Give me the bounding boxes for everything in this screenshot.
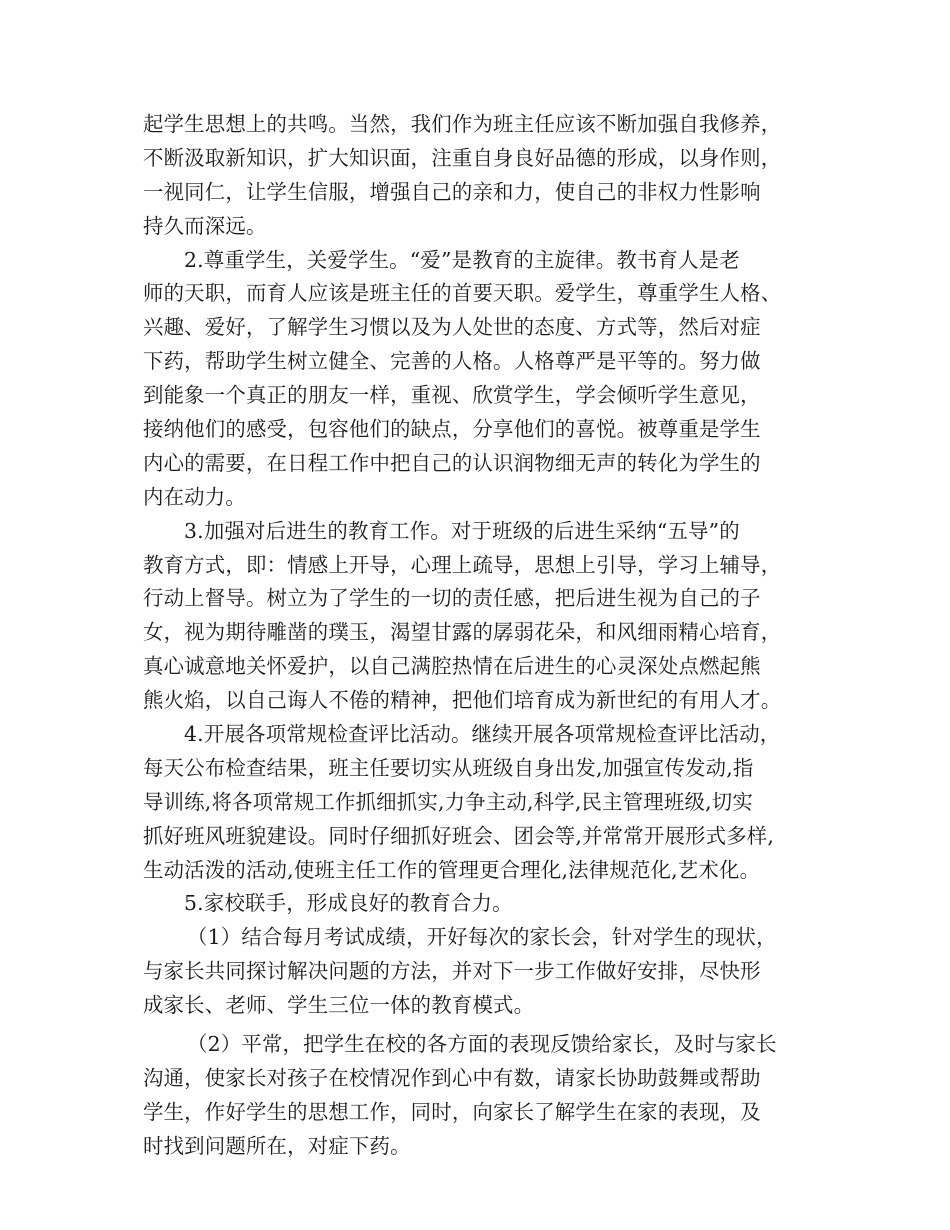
text-line: 接纳他们的感受，包容他们的缺点，分享他们的喜悦。被尊重是学生 bbox=[143, 417, 761, 442]
sub-item-1: （1）结合每月考试成绩，开好每次的家长会，针对学生的现状， bbox=[187, 925, 777, 950]
text-line: 起学生思想上的共鸣。当然，我们作为班主任应该不断加强自我修养， bbox=[143, 112, 782, 136]
text-line: 持久而深远。 bbox=[143, 213, 267, 238]
text-line: 生动活泼的活动,使班主任工作的管理更合理化,法律规范化,艺术化。 bbox=[143, 857, 761, 882]
paragraph-heading-3: 3.加强对后进生的教育工作。对于班级的后进生采纳“五导”的 bbox=[184, 518, 740, 543]
text-line: 女，视为期待雕凿的璞玉，渴望甘露的孱弱花朵，和风细雨精心培育， bbox=[143, 620, 782, 645]
text-line: 抓好班风班貌建设。同时仔细抓好班会、团会等,并常常开展形式多样, bbox=[143, 823, 775, 848]
text-line: 时找到问题所在，对症下药。 bbox=[143, 1133, 411, 1158]
text-line: 真心诚意地关怀爱护，以自己满腔热情在后进生的心灵深处点燃起熊 bbox=[143, 654, 761, 679]
text-line: 行动上督导。树立为了学生的一切的责任感，把后进生视为自己的子 bbox=[143, 586, 761, 611]
text-line: 一视同仁，让学生信服，增强自己的亲和力，使自己的非权力性影响 bbox=[143, 179, 761, 204]
text-line: 不断汲取新知识，扩大知识面，注重自身良好品德的形成，以身作则， bbox=[143, 145, 782, 170]
text-line: 内心的需要，在日程工作中把自己的认识润物细无声的转化为学生的 bbox=[143, 450, 761, 475]
body-text bbox=[143, 108, 813, 1164]
text-line: 熊火焰，以自己诲人不倦的精神，把他们培育成为新世纪的有用人才。 bbox=[143, 688, 782, 713]
text-line: 每天公布检查结果，班主任要切实从班级自身出发,加强宣传发动,指 bbox=[143, 755, 754, 780]
text-line: 教育方式，即：情感上开导，心理上疏导，思想上引导，学习上辅导， bbox=[143, 552, 782, 577]
text-line: 导训练,将各项常规工作抓细抓实,力争主动,科学,民主管理班级,切实 bbox=[143, 789, 753, 814]
text-line: 师的天职，而育人应该是班主任的首要天职。爱学生，尊重学生人格、 bbox=[143, 281, 782, 306]
paragraph-heading-5: 5.家校联手，形成良好的教育合力。 bbox=[184, 891, 513, 916]
text-line: 到能象一个真正的朋友一样，重视、欣赏学生，学会倾听学生意见， bbox=[143, 383, 761, 408]
text-line: 沟通，使家长对孩子在校情况作到心中有数，请家长协助鼓舞或帮助 bbox=[143, 1065, 761, 1090]
text-line: 兴趣、爱好，了解学生习惯以及为人处世的态度、方式等，然后对症 bbox=[143, 315, 761, 340]
paragraph-heading-4: 4.开展各项常规检查评比活动。继续开展各项常规检查评比活动， bbox=[184, 722, 781, 747]
text-line: 与家长共同探讨解决问题的方法，并对下一步工作做好安排，尽快形 bbox=[143, 959, 761, 984]
text-line: 成家长、老师、学生三位一体的教育模式。 bbox=[143, 993, 535, 1018]
sub-item-2: （2）平常，把学生在校的各方面的表现反馈给家长，及时与家长 bbox=[187, 1032, 777, 1057]
paragraph-heading-2: 2.尊重学生，关爱学生。“爱”是教育的主旋律。教书育人是老 bbox=[184, 247, 740, 272]
text-line: 学生，作好学生的思想工作，同时，向家长了解学生在家的表现，及 bbox=[143, 1099, 761, 1124]
text-line: 内在动力。 bbox=[143, 484, 246, 509]
text-line: 下药，帮助学生树立健全、完善的人格。人格尊严是平等的。努力做 bbox=[143, 349, 761, 374]
